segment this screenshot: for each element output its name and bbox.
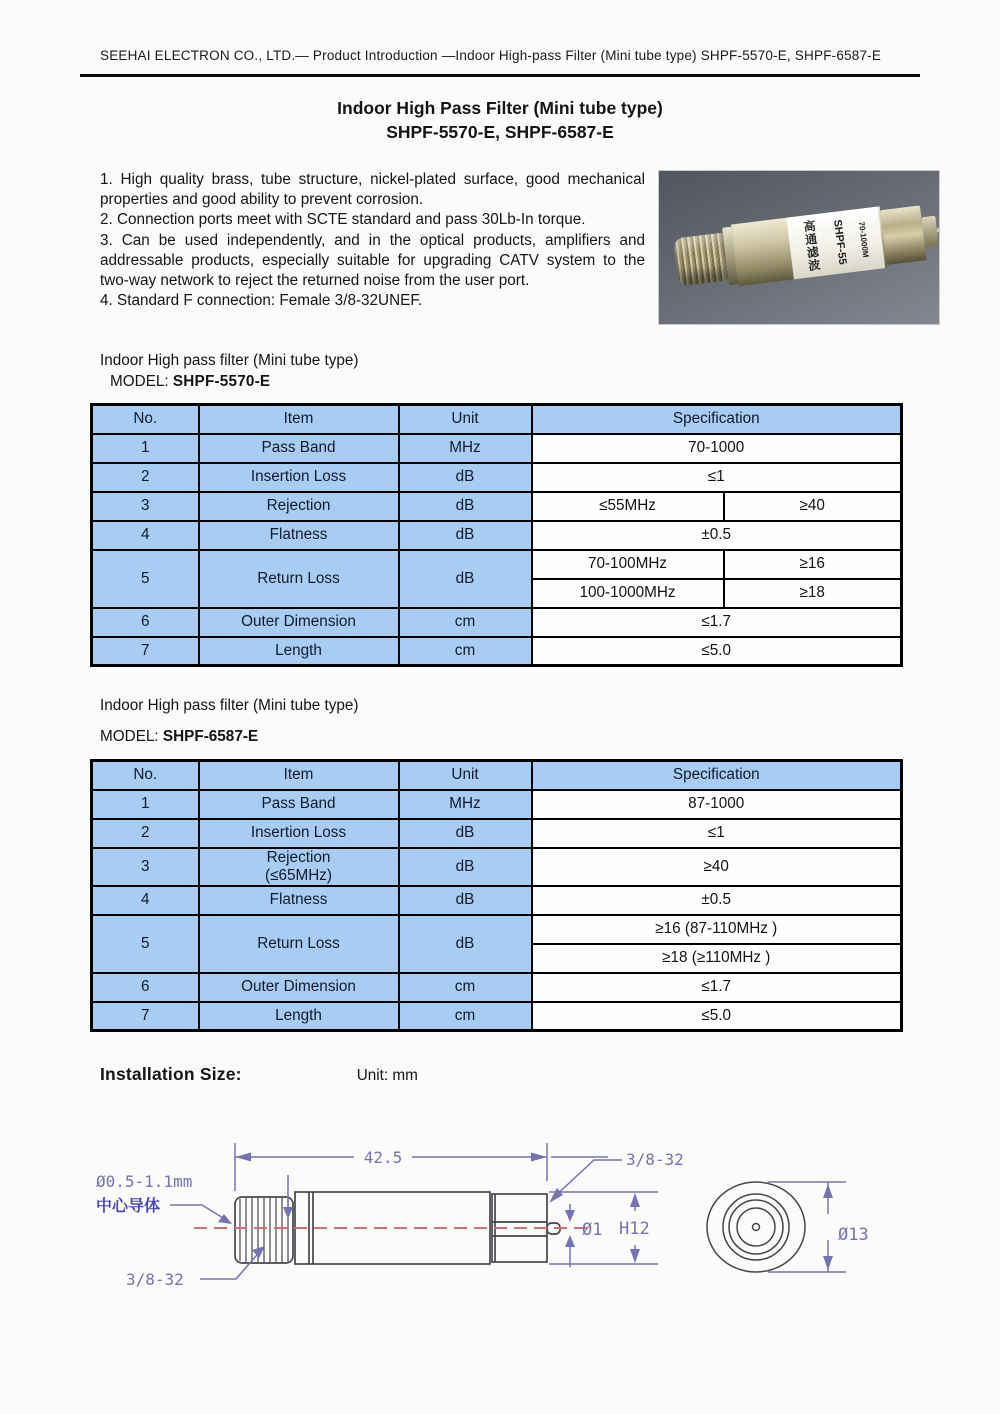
outer-diameter-label: Ø13: [838, 1225, 869, 1245]
cell-no: 4: [92, 886, 199, 915]
device-label-model: SHPF-55: [831, 219, 849, 266]
cell-no: 5: [92, 915, 199, 973]
cell-item: Return Loss: [199, 550, 399, 608]
cell-item-line2: (≤65MHz): [264, 866, 333, 884]
cell-no: 3: [92, 492, 199, 521]
device-label: [786, 207, 885, 280]
cell-spec-value: ≥40: [724, 492, 902, 521]
col-header-unit: Unit: [399, 761, 532, 790]
cell-spec: ≤5.0: [532, 1002, 902, 1031]
cell-item: Flatness: [199, 886, 399, 915]
filter-end-view: [707, 1182, 805, 1272]
col-header-item: Item: [199, 405, 399, 434]
table1-intro: Indoor High pass filter (Mini tube type): [100, 352, 359, 369]
spec-table-5570: [90, 403, 903, 667]
cell-item: Outer Dimension: [199, 608, 399, 637]
col-header-item: Item: [199, 761, 399, 790]
cell-spec-condition: ≤55MHz: [532, 492, 724, 521]
cell-unit: cm: [399, 637, 532, 666]
table-header-row: [92, 761, 902, 790]
cell-unit: cm: [399, 1002, 532, 1031]
page-title: [0, 96, 1000, 144]
installation-drawing: [88, 1119, 912, 1311]
fit-label: H12: [619, 1219, 650, 1239]
table-row: [92, 521, 902, 550]
cell-no: 4: [92, 521, 199, 550]
document-header-line: SEEHAI ELECTRON CO., LTD.— Product Introduction —Indoor High-pass Filter (Mini tube type) SHPF-5570-E, SHPF-6587-E: [100, 48, 882, 63]
cell-unit: dB: [399, 886, 532, 915]
col-header-no: No.: [92, 761, 199, 790]
product-photo: [658, 170, 940, 325]
outer-diameter-dimension: [768, 1182, 846, 1272]
dimension-lines: [235, 1143, 608, 1191]
cell-no: 3: [92, 848, 199, 886]
table-row: [92, 492, 902, 521]
cell-unit: cm: [399, 608, 532, 637]
table-row: [92, 463, 902, 492]
feature-list: [100, 170, 645, 325]
cell-item: Pass Band: [199, 434, 399, 463]
feature-item-2: 2. Connection ports meet with SCTE standard and pass 30Lb-In torque.: [100, 211, 586, 229]
cell-spec: ±0.5: [532, 521, 902, 550]
table-row: [92, 886, 902, 915]
cell-item: [199, 848, 399, 886]
feature-item-4: 4. Standard F connection: Female 3/8-32UNEF.: [100, 292, 423, 310]
table-header-row: [92, 405, 902, 434]
filter-device-image: [672, 199, 940, 294]
col-header-spec: Specification: [532, 405, 902, 434]
cell-unit: dB: [399, 915, 532, 973]
cell-spec-value: ≥16: [724, 550, 902, 579]
table-row: [92, 790, 902, 819]
table-row: [92, 915, 902, 944]
cell-spec: ≤5.0: [532, 637, 902, 666]
col-header-unit: Unit: [399, 405, 532, 434]
table2-intro: Indoor High pass filter (Mini tube type): [100, 697, 359, 714]
cell-item-line1: Rejection: [266, 848, 331, 866]
cell-unit: dB: [399, 521, 532, 550]
cell-unit: MHz: [399, 434, 532, 463]
table-row: [92, 819, 902, 848]
cell-item: Length: [199, 1002, 399, 1031]
cell-item: Return Loss: [199, 915, 399, 973]
cell-item: Outer Dimension: [199, 973, 399, 1002]
header-divider: [80, 74, 920, 77]
table-row: [92, 848, 902, 886]
cell-spec: 70-1000: [532, 434, 902, 463]
center-conductor-cn-label: 中心导体: [96, 1198, 161, 1215]
page-title-line2: SHPF-5570-E, SHPF-6587-E: [386, 122, 614, 142]
cell-item: Length: [199, 637, 399, 666]
cell-spec: 87-1000: [532, 790, 902, 819]
cell-no: 7: [92, 1002, 199, 1031]
cell-item: Pass Band: [199, 790, 399, 819]
cell-unit: dB: [399, 492, 532, 521]
cell-no: 1: [92, 790, 199, 819]
cell-item: Flatness: [199, 521, 399, 550]
length-dimension-label: 42.5: [363, 1148, 403, 1167]
table-row: [92, 434, 902, 463]
cell-spec-condition: 70-100MHz: [532, 550, 724, 579]
table-row: [92, 608, 902, 637]
tube-body: [731, 206, 887, 286]
cell-item: Insertion Loss: [199, 819, 399, 848]
cell-spec: ≤1.7: [532, 973, 902, 1002]
cell-item: Rejection: [199, 492, 399, 521]
cell-spec: ±0.5: [532, 886, 902, 915]
cell-spec: ≤1: [532, 819, 902, 848]
cell-unit: dB: [399, 550, 532, 608]
installation-section-header: [100, 1064, 1000, 1085]
model-label: MODEL:: [100, 728, 159, 745]
cell-spec: ≤1.7: [532, 608, 902, 637]
table-row: [92, 1002, 902, 1031]
hex-nut: [880, 205, 926, 264]
cell-no: 2: [92, 463, 199, 492]
cell-no: 7: [92, 637, 199, 666]
intro-section: [100, 170, 940, 325]
device-label-freq: 70-1000M: [856, 221, 871, 258]
page-title-line1: Indoor High Pass Filter (Mini tube type): [337, 98, 663, 118]
cell-no: 1: [92, 434, 199, 463]
thread-spec-top-label: 3/8-32: [626, 1150, 684, 1169]
cell-unit: dB: [399, 463, 532, 492]
table2-model-line: [100, 728, 1000, 746]
cell-spec: ≤1: [532, 463, 902, 492]
cell-no: 6: [92, 608, 199, 637]
model-number: SHPF-6587-E: [162, 728, 259, 745]
device-label-cn: 高通滤波: [801, 219, 822, 273]
model-label: MODEL:: [110, 373, 169, 390]
feature-item-3: 3. Can be used independently, and in the optical products, amplifiers and addressable products, especially suitable for upgrading CATV system to the two-way network to reject the returned noise from the user port.: [100, 231, 645, 290]
col-header-no: No.: [92, 405, 199, 434]
table1-model-line: [110, 373, 1000, 391]
cell-spec: ≥40: [532, 848, 902, 886]
cell-spec: ≥18 (≥110MHz ): [532, 944, 902, 973]
table-row: [92, 550, 902, 579]
cell-no: 5: [92, 550, 199, 608]
center-conductor-dia-label: Ø0.5-1.1mm: [96, 1172, 193, 1191]
model-number: SHPF-5570-E: [172, 373, 271, 390]
cell-no: 2: [92, 819, 199, 848]
cell-unit: MHz: [399, 790, 532, 819]
cell-item: Insertion Loss: [199, 463, 399, 492]
center-pin: [937, 227, 940, 232]
cell-unit: dB: [399, 848, 532, 886]
table-row: [92, 973, 902, 1002]
pin-diameter-label: Ø1: [582, 1220, 603, 1240]
installation-heading: Installation Size:: [100, 1064, 242, 1084]
spec-table-6587: [90, 759, 903, 1032]
cell-spec: ≥16 (87-110MHz ): [532, 915, 902, 944]
installation-unit: Unit: mm: [356, 1067, 418, 1084]
cell-spec-value: ≥18: [724, 579, 902, 608]
cell-unit: cm: [399, 973, 532, 1002]
cell-no: 6: [92, 973, 199, 1002]
female-port: [673, 233, 728, 287]
cell-unit: dB: [399, 819, 532, 848]
col-header-spec: Specification: [532, 761, 902, 790]
cell-spec-condition: 100-1000MHz: [532, 579, 724, 608]
table-row: [92, 637, 902, 666]
thread-spec-bottom-label: 3/8-32: [126, 1270, 184, 1289]
feature-item-1: 1. High quality brass, tube structure, nickel-plated surface, good mechanical properties and good ability to prevent corrosion.: [100, 171, 645, 209]
